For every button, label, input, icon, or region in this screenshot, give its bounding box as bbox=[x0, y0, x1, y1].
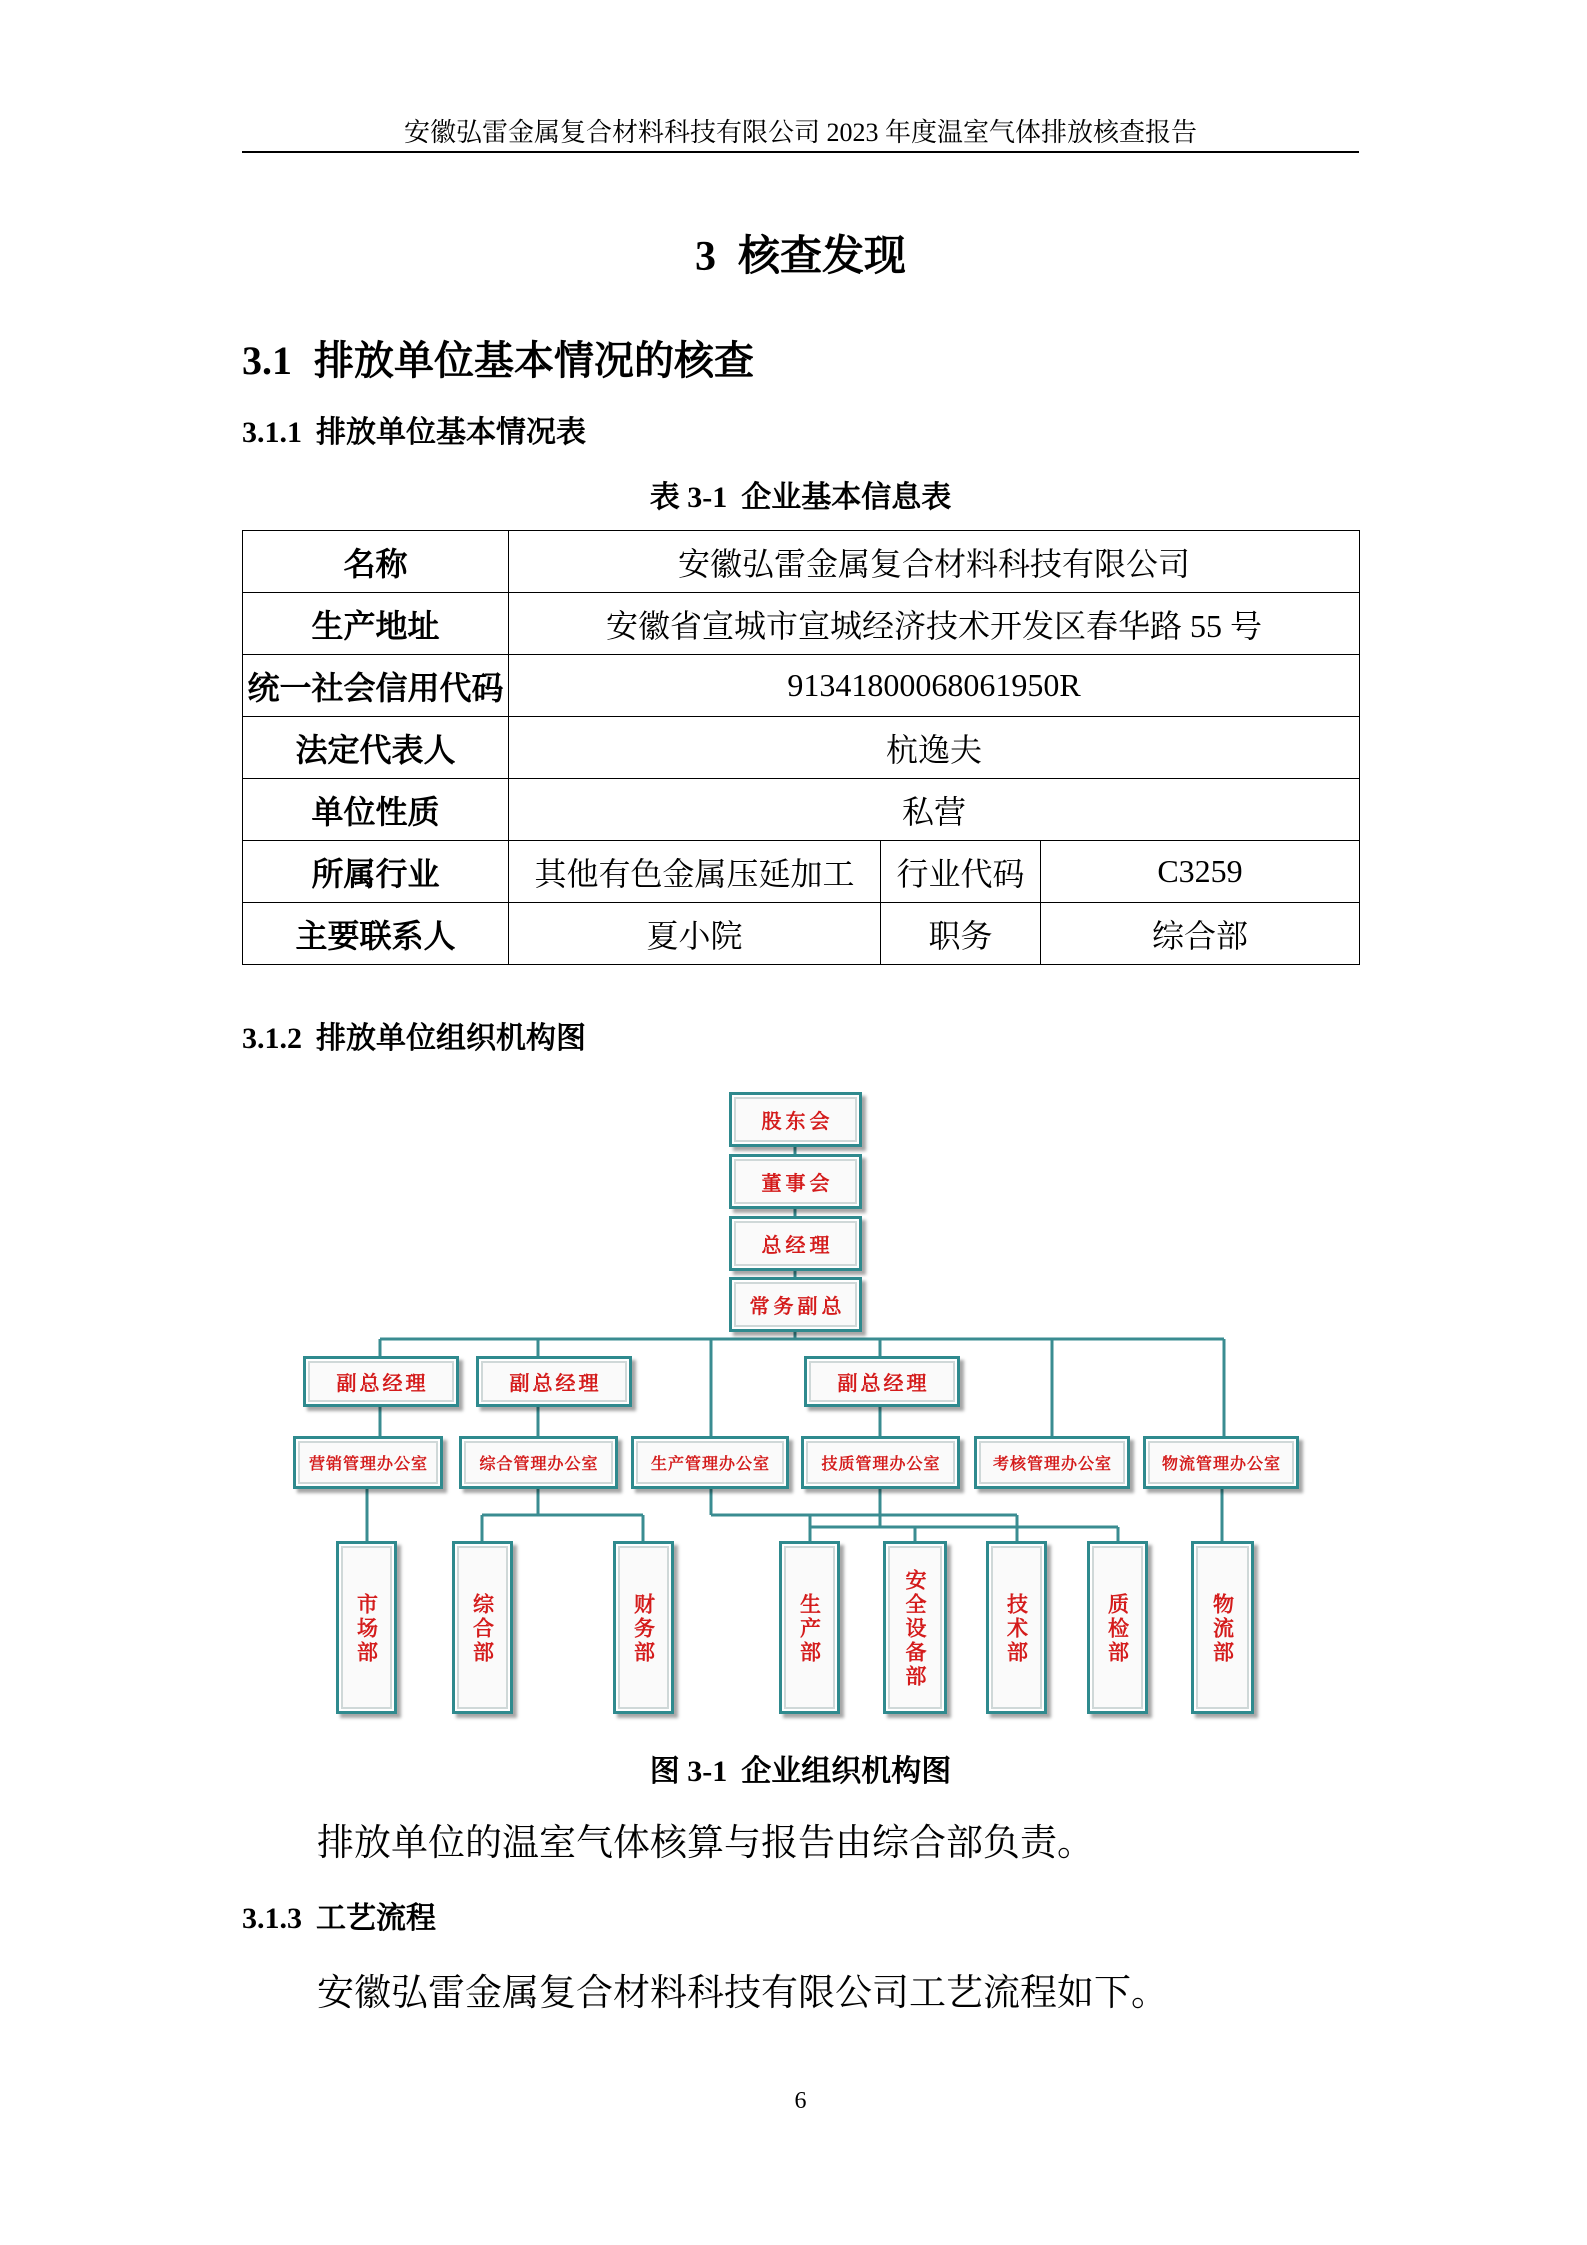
org-node-market-dept bbox=[336, 1541, 397, 1714]
org-node-assessment-office bbox=[974, 1436, 1130, 1489]
org-node-label: 营销管理办公室 bbox=[308, 1454, 428, 1473]
section-heading-3-1 bbox=[242, 337, 754, 385]
org-node-board-of-directors bbox=[729, 1154, 862, 1209]
org-node-general-dept bbox=[452, 1541, 513, 1714]
org-node-technology-dept bbox=[986, 1541, 1047, 1714]
table-cell-value: 其他有色金属压延加工 bbox=[509, 841, 881, 903]
table-caption-title: 企业基本信息表 bbox=[741, 481, 952, 514]
org-node-production-office bbox=[631, 1436, 789, 1489]
org-node-label: 生产管理办公室 bbox=[650, 1454, 770, 1473]
table-cell-label: 所属行业 bbox=[243, 841, 509, 903]
table-cell-label: 统一社会信用代码 bbox=[243, 655, 509, 717]
org-node-label: 物流管理办公室 bbox=[1161, 1454, 1281, 1473]
page-number: 6 bbox=[794, 2088, 807, 2114]
table-cell-value: 安徽弘雷金属复合材料科技有限公司 bbox=[509, 531, 1360, 593]
org-node-quality-inspection-dept bbox=[1087, 1541, 1148, 1714]
section-number: 3.1 bbox=[242, 338, 292, 383]
header-rule bbox=[242, 151, 1359, 153]
chapter-title bbox=[242, 230, 1359, 284]
body-paragraph: 排放单位的温室气体核算与报告由综合部负责。 bbox=[317, 1823, 1094, 1864]
table-cell-label-secondary: 行业代码 bbox=[881, 841, 1041, 903]
org-node-label: 股东会 bbox=[761, 1109, 834, 1133]
org-node-label: 副总经理 bbox=[336, 1371, 429, 1395]
table-cell-label: 主要联系人 bbox=[243, 903, 509, 965]
chapter-number: 3 bbox=[694, 234, 716, 280]
subsection-heading-3-1-3 bbox=[242, 1899, 436, 1939]
org-node-deputy-gm-1 bbox=[303, 1356, 459, 1407]
org-node-label: 董事会 bbox=[761, 1171, 834, 1195]
page-header: 安徽弘雷金属复合材料科技有限公司 2023 年度温室气体排放核查报告 bbox=[403, 118, 1197, 147]
org-node-finance-dept bbox=[613, 1541, 674, 1714]
chapter-title-text: 核查发现 bbox=[737, 234, 906, 280]
org-node-label: 综合管理办公室 bbox=[479, 1454, 599, 1473]
table-cell-label: 单位性质 bbox=[243, 779, 509, 841]
org-node-general-manager bbox=[729, 1216, 862, 1271]
table-row bbox=[243, 655, 1360, 717]
org-node-label: 考核管理办公室 bbox=[992, 1454, 1112, 1473]
table-row bbox=[243, 593, 1360, 655]
table-cell-value-secondary: 综合部 bbox=[1041, 903, 1360, 965]
table-cell-value: 91341800068061950R bbox=[509, 655, 1360, 717]
figure-caption-number: 图 3-1 bbox=[649, 1755, 728, 1788]
subsection-title: 排放单位组织机构图 bbox=[316, 1022, 586, 1055]
table-caption bbox=[242, 478, 1359, 518]
org-node-label: 技术部 bbox=[1004, 1593, 1030, 1665]
org-node-label: 物流部 bbox=[1210, 1593, 1236, 1665]
table-cell-value: 杭逸夫 bbox=[509, 717, 1360, 779]
table-cell-value: 私营 bbox=[509, 779, 1360, 841]
org-node-label: 市场部 bbox=[354, 1593, 380, 1665]
org-node-production-dept bbox=[779, 1541, 840, 1714]
org-node-shareholders-meeting bbox=[729, 1092, 862, 1147]
body-paragraph: 安徽弘雷金属复合材料科技有限公司工艺流程如下。 bbox=[317, 1973, 1168, 2014]
org-node-label: 财务部 bbox=[631, 1593, 657, 1665]
table-cell-label: 生产地址 bbox=[243, 593, 509, 655]
org-node-label: 总经理 bbox=[761, 1233, 834, 1257]
org-node-executive-deputy bbox=[729, 1277, 862, 1332]
org-node-label: 常务副总 bbox=[749, 1294, 846, 1318]
org-node-logistics-office bbox=[1143, 1436, 1299, 1489]
org-node-marketing-office bbox=[293, 1436, 443, 1489]
org-node-label: 副总经理 bbox=[509, 1371, 602, 1395]
table-cell-value: 夏小院 bbox=[509, 903, 881, 965]
org-node-label: 副总经理 bbox=[837, 1371, 930, 1395]
subsection-number: 3.1.1 bbox=[242, 416, 302, 449]
table-cell-label-secondary: 职务 bbox=[881, 903, 1041, 965]
org-node-deputy-gm-2 bbox=[476, 1356, 632, 1407]
basic-info-table bbox=[242, 530, 1360, 965]
table-row bbox=[243, 717, 1360, 779]
table-cell-label: 法定代表人 bbox=[243, 717, 509, 779]
table-caption-number: 表 3-1 bbox=[649, 481, 728, 514]
org-chart bbox=[280, 1085, 1320, 1725]
table-cell-label: 名称 bbox=[243, 531, 509, 593]
subsection-heading-3-1-1 bbox=[242, 413, 586, 453]
figure-caption-title: 企业组织机构图 bbox=[741, 1755, 952, 1788]
subsection-title: 排放单位基本情况表 bbox=[316, 416, 586, 449]
table-cell-value-secondary: C3259 bbox=[1041, 841, 1360, 903]
org-node-label: 生产部 bbox=[797, 1593, 823, 1665]
section-title: 排放单位基本情况的核查 bbox=[314, 338, 754, 383]
table-cell-value: 安徽省宣城市宣城经济技术开发区春华路 55 号 bbox=[509, 593, 1360, 655]
subsection-heading-3-1-2 bbox=[242, 1019, 586, 1059]
org-node-label: 安全设备部 bbox=[903, 1569, 928, 1689]
subsection-title: 工艺流程 bbox=[316, 1902, 436, 1935]
org-node-tech-quality-office bbox=[801, 1436, 960, 1489]
org-node-logistics-dept bbox=[1191, 1541, 1254, 1714]
table-row bbox=[243, 903, 1360, 965]
org-node-label: 综合部 bbox=[470, 1593, 496, 1665]
org-node-label: 质检部 bbox=[1105, 1593, 1131, 1665]
figure-caption bbox=[242, 1752, 1359, 1792]
table-row bbox=[243, 841, 1360, 903]
table-row bbox=[243, 779, 1360, 841]
org-node-safety-equipment-dept bbox=[883, 1541, 947, 1714]
subsection-number: 3.1.2 bbox=[242, 1022, 302, 1055]
table-row bbox=[243, 531, 1360, 593]
subsection-number: 3.1.3 bbox=[242, 1902, 302, 1935]
org-node-general-affairs-office bbox=[459, 1436, 618, 1489]
org-node-label: 技质管理办公室 bbox=[821, 1454, 941, 1473]
org-node-deputy-gm-3 bbox=[804, 1356, 960, 1407]
